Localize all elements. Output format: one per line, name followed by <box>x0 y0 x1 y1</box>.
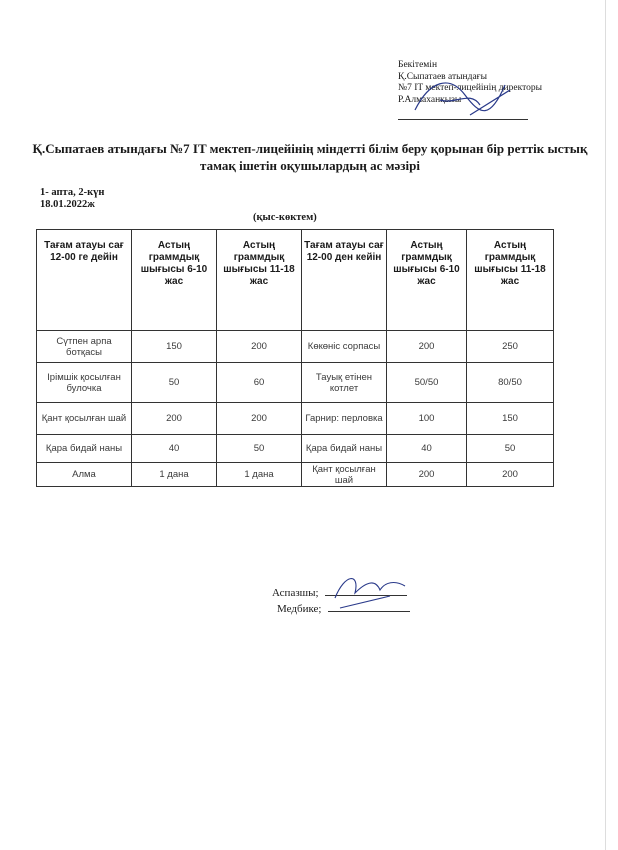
table-cell: 200 <box>132 403 217 435</box>
table-row <box>37 331 554 363</box>
table-cell: Алма <box>37 463 132 487</box>
nurse-label: Медбике; <box>277 603 322 615</box>
week-info <box>40 187 104 211</box>
table-cell: 50/50 <box>387 363 467 403</box>
header-grams-11-18: Астың граммдық шығысы 11-18 жас <box>467 230 554 331</box>
header-grams-6-10: Астың граммдық шығысы 6-10 жас <box>387 230 467 331</box>
table-cell: Гарнир: перловка <box>302 403 387 435</box>
table-cell: 200 <box>467 463 554 487</box>
approval-line: Қ.Сыпатаев атындағы <box>398 71 487 82</box>
table-cell: Тауық етінен котлет <box>302 363 387 403</box>
cook-label: Аспазшы; <box>272 587 319 599</box>
table-cell: 100 <box>387 403 467 435</box>
menu-table <box>36 229 554 487</box>
table-cell: 40 <box>387 435 467 463</box>
table-cell: Қант қосылған шай <box>37 403 132 435</box>
table-cell: 250 <box>467 331 554 363</box>
table-cell: 200 <box>387 331 467 363</box>
header-dish-before-noon: Тағам атауы сағ 12-00 ге дейін <box>37 230 132 331</box>
table-cell: 200 <box>387 463 467 487</box>
table-row <box>37 363 554 403</box>
table-row <box>37 403 554 435</box>
table-cell: Қара бидай наны <box>302 435 387 463</box>
approval-line: Р.Алмаханқызы <box>398 94 462 105</box>
table-row <box>37 463 554 487</box>
table-header-row <box>37 230 554 331</box>
cook-signature <box>330 568 410 618</box>
season-label: (қыс-көктем) <box>253 212 317 223</box>
table-cell: 200 <box>217 331 302 363</box>
table-cell: 1 дана <box>217 463 302 487</box>
scan-edge <box>605 0 606 850</box>
table-cell: 50 <box>467 435 554 463</box>
table-cell: 150 <box>467 403 554 435</box>
week-day: 1- апта, 2-күн <box>40 187 105 198</box>
menu-date: 18.01.2022ж <box>40 199 95 210</box>
table-cell: Қант қосылған шай <box>302 463 387 487</box>
table-cell: Ірімшік қосылған булочка <box>37 363 132 403</box>
table-cell: 40 <box>132 435 217 463</box>
table-cell: 50 <box>132 363 217 403</box>
table-cell: Көкөніс сорпасы <box>302 331 387 363</box>
page-title: Қ.Сыпатаев атындағы №7 IT мектеп-лицейінің міндетті білім беру қорынан бір реттік ыстық тамақ ішетін оқушылардың ас мәзірі <box>32 141 588 173</box>
table-cell: 60 <box>217 363 302 403</box>
approval-line: №7 IT мектеп-лицейінің директоры <box>398 83 543 93</box>
header-grams-11-18: Астың граммдық шығысы 11-18 жас <box>217 230 302 331</box>
table-row <box>37 435 554 463</box>
approval-line: Бекітемін <box>398 60 438 70</box>
table-cell: Қара бидай наны <box>37 435 132 463</box>
header-dish-after-noon: Тағам атауы сағ 12-00 ден кейін <box>302 230 387 331</box>
table-cell: 80/50 <box>467 363 554 403</box>
table-cell: 50 <box>217 435 302 463</box>
table-cell: 1 дана <box>132 463 217 487</box>
table-cell: Сүтпен арпа ботқасы <box>37 331 132 363</box>
table-cell: 150 <box>132 331 217 363</box>
header-grams-6-10: Астың граммдық шығысы 6-10 жас <box>132 230 217 331</box>
director-signature <box>410 70 520 125</box>
table-cell: 200 <box>217 403 302 435</box>
